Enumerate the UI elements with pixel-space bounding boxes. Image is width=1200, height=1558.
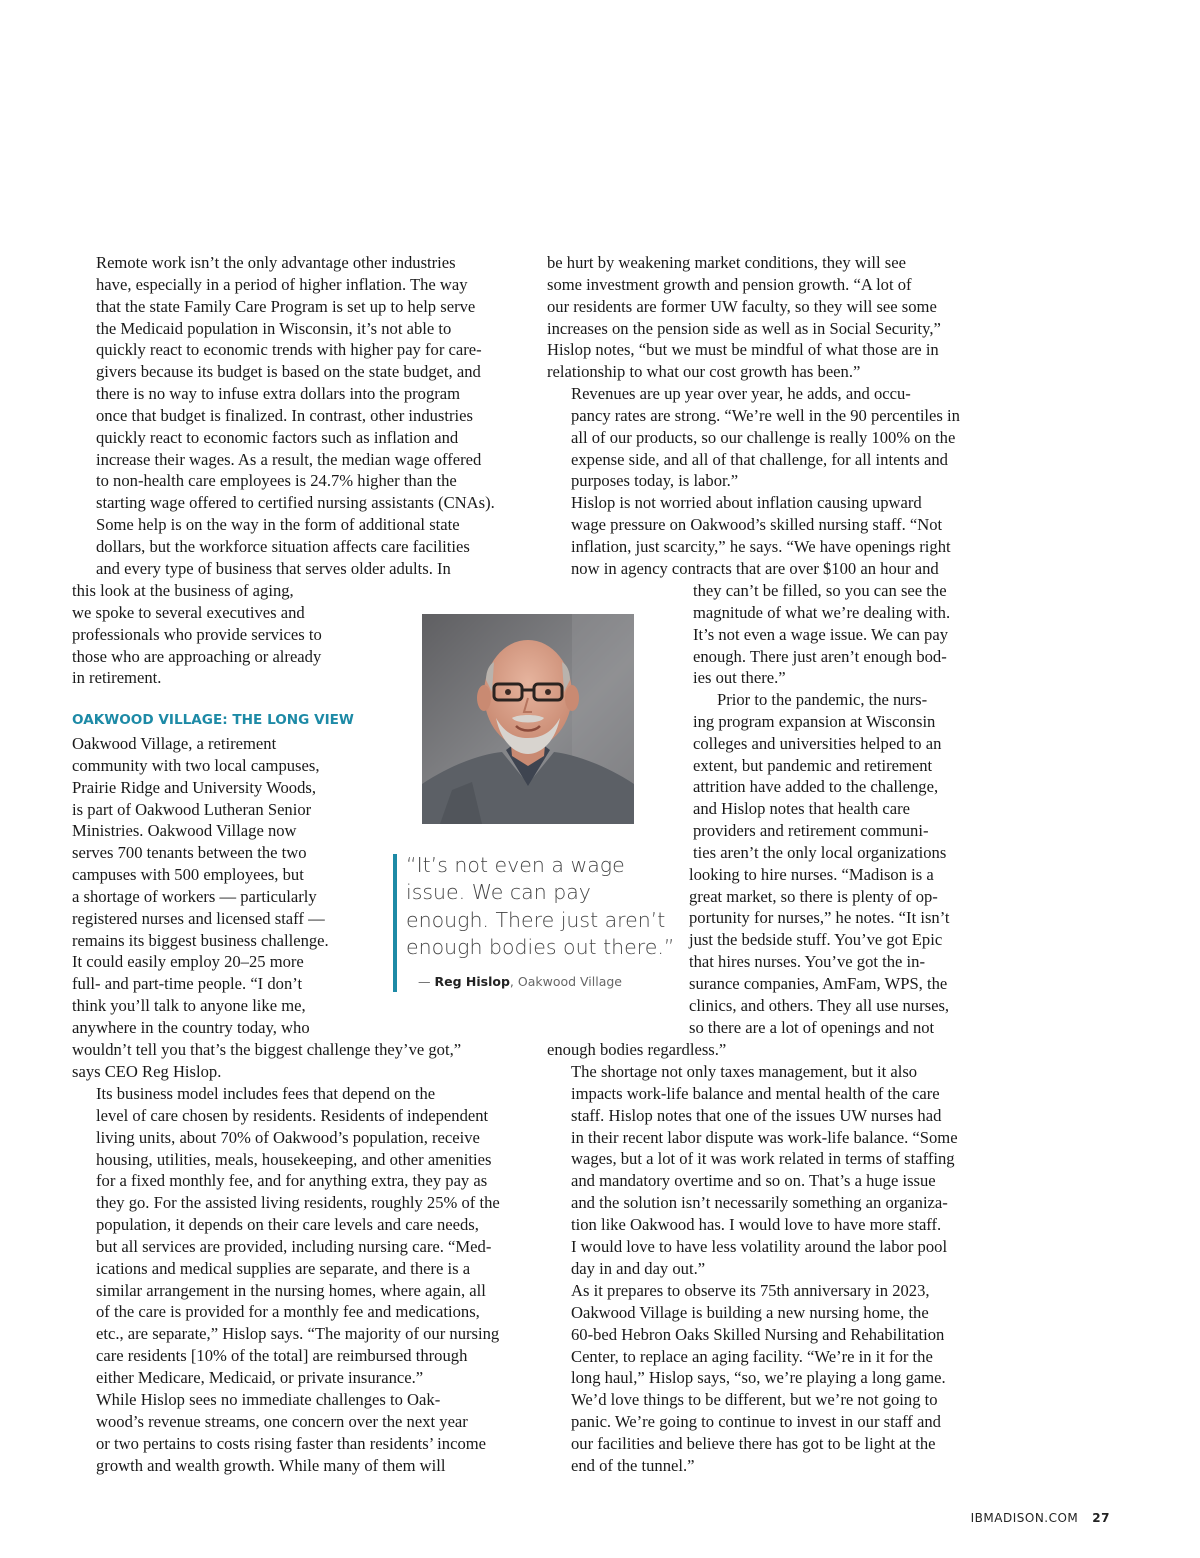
attribution-org: , Oakwood Village xyxy=(509,974,622,989)
text-line: attrition have added to the challenge, xyxy=(693,777,939,797)
text-line: staff. Hislop notes that one of the issues UW nurses had xyxy=(571,1105,942,1125)
section-heading: OAKWOOD VILLAGE: THE LONG VIEW xyxy=(72,712,354,728)
text-line: and Hislop notes that health care xyxy=(693,799,911,819)
text-line: quickly react to economic trends with higher pay for care- xyxy=(96,340,482,360)
text-line: Its business model includes fees that depend on the xyxy=(96,1084,436,1103)
text-line: While Hislop sees no immediate challenges to Oak- xyxy=(96,1390,441,1409)
text-line: and every type of business that serves older adults. In xyxy=(96,558,451,578)
text-line: tion like Oakwood has. I would love to have more staff. xyxy=(571,1214,942,1234)
text-line: enough. There just aren’t enough bod- xyxy=(693,646,947,666)
text-line: so there are a lot of openings and not xyxy=(689,1017,935,1037)
text-line: Oakwood Village is building a new nursing home, the xyxy=(571,1302,929,1322)
text-line: enough bodies regardless.” xyxy=(547,1040,727,1059)
text-line: have, especially in a period of higher inflation. The way xyxy=(96,274,468,294)
text-line: be hurt by weakening market conditions, they will see xyxy=(547,253,906,272)
left-paragraph-4 xyxy=(72,1083,512,1389)
text-line: enough bodies out there.” xyxy=(406,934,675,959)
text-line: enough. There just aren’t xyxy=(406,907,666,932)
text-line: Prior to the pandemic, the nurs- xyxy=(717,690,928,709)
text-line: magnitude of what we’re dealing with. xyxy=(693,602,951,622)
text-line: expense side, and all of that challenge, for all intents and xyxy=(571,449,948,469)
text-line: those who are approaching or already xyxy=(72,646,322,666)
text-line: day in and day out.” xyxy=(571,1258,706,1278)
text-line: full- and part-time people. “I don’t xyxy=(72,974,303,994)
text-line: wages, but a lot of it was work related in terms of staffing xyxy=(571,1149,955,1169)
text-line: ies out there.” xyxy=(693,668,786,688)
text-line: some investment growth and pension growth. “A lot of xyxy=(547,274,912,294)
text-line: just the bedside stuff. You’ve got Epic xyxy=(689,930,943,950)
attribution-name: Reg Hislop xyxy=(434,974,510,989)
text-line: we spoke to several executives and xyxy=(72,602,305,622)
text-line: Prairie Ridge and University Woods, xyxy=(72,777,317,797)
text-line: all of our products, so our challenge is really 100% on the xyxy=(571,427,956,447)
text-line: relationship to what our cost growth has been.” xyxy=(547,362,861,382)
text-line: purposes today, is labor.” xyxy=(571,471,739,491)
text-line: there is no way to infuse extra dollars into the program xyxy=(96,384,461,404)
text-line: registered nurses and licensed staff — xyxy=(72,908,325,928)
text-line: but all services are provided, including nursing care. “Med- xyxy=(96,1236,492,1256)
text-line: think you’ll talk to anyone like me, xyxy=(72,996,306,1016)
text-line: It’s not even a wage issue. We can pay xyxy=(693,624,949,644)
portrait-photo-icon xyxy=(422,614,634,824)
text-line: portunity for nurses,” he notes. “It isn’t xyxy=(689,908,950,928)
text-line: inflation, just scarcity,” he says. “We have openings right xyxy=(571,536,951,556)
text-line: they can’t be filled, so you can see the xyxy=(693,581,947,600)
text-line: surance companies, AmFam, WPS, the xyxy=(689,973,948,993)
text-line: issue. We can pay xyxy=(406,880,591,905)
text-line: starting wage offered to certified nursing assistants (CNAs). xyxy=(96,493,495,513)
text-line: community with two local campuses, xyxy=(72,755,320,775)
left-paragraph-5 xyxy=(72,1389,512,1476)
text-line: Center, to replace an aging facility. “We’re in it for the xyxy=(571,1346,933,1366)
right-paragraph-2 xyxy=(547,383,987,492)
text-line: ications and medical supplies are separate, and there is a xyxy=(96,1258,471,1278)
page-footer xyxy=(971,1511,1110,1525)
left-paragraph-2-narrow xyxy=(72,580,362,689)
left-paragraph-3-narrow xyxy=(72,733,362,1039)
pull-quote-attribution xyxy=(418,974,622,989)
site-name: IBMADISON.COM xyxy=(970,1511,1079,1525)
text-line: clinics, and others. They all use nurses, xyxy=(689,995,950,1015)
text-line: that the state Family Care Program is set up to help serve xyxy=(96,296,476,316)
text-line: similar arrangement in the nursing homes, where again, all xyxy=(96,1280,486,1300)
text-line: givers because its budget is based on the state budget, and xyxy=(96,362,481,382)
text-line: end of the tunnel.” xyxy=(571,1455,695,1475)
text-line: panic. We’re going to continue to invest in our staff and xyxy=(571,1412,941,1432)
text-line: level of care chosen by residents. Residents of independent xyxy=(96,1105,489,1125)
text-line: in their recent labor dispute was work-life balance. “Some xyxy=(571,1127,958,1147)
text-line: looking to hire nurses. “Madison is a xyxy=(689,864,934,884)
text-line: wouldn’t tell you that’s the biggest challenge they’ve got,” xyxy=(72,1040,462,1059)
text-line: living units, about 70% of Oakwood’s population, receive xyxy=(96,1127,480,1147)
right-paragraph-5 xyxy=(547,1061,987,1279)
attribution-dash: — xyxy=(418,974,435,989)
page-number: 27 xyxy=(1092,1511,1110,1525)
text-line: As it prepares to observe its 75th anniversary in 2023, xyxy=(571,1281,930,1300)
left-paragraph-1 xyxy=(72,252,512,514)
text-line: remains its biggest business challenge. xyxy=(72,930,329,950)
text-line: to non-health care employees is 24.7% higher than the xyxy=(96,471,457,491)
text-line: I would love to have less volatility around the labor pool xyxy=(571,1236,948,1256)
text-line: professionals who provide services to xyxy=(72,624,322,644)
text-line: our facilities and believe there has got to be light at the xyxy=(571,1433,936,1453)
text-line: care residents [10% of the total] are reimbursed through xyxy=(96,1346,468,1366)
left-paragraph-3-wide xyxy=(72,1039,512,1083)
text-line: for a fixed monthly fee, and for anything extra, they pay as xyxy=(96,1171,488,1191)
text-line: long haul,” Hislop says, “so, we’re playing a long game. xyxy=(571,1368,946,1388)
left-paragraph-2-wide xyxy=(72,514,512,580)
text-line: providers and retirement communi- xyxy=(693,821,929,841)
text-line: population, it depends on their care levels and care needs, xyxy=(96,1215,479,1235)
text-line: and mandatory overtime and so on. That’s a huge issue xyxy=(571,1171,936,1191)
text-line: “It’s not even a wage xyxy=(406,853,625,877)
text-line: wage pressure on Oakwood’s skilled nursing staff. “Not xyxy=(571,514,943,534)
text-line: 60-bed Hebron Oaks Skilled Nursing and Rehabilitation xyxy=(571,1324,945,1344)
text-line: great market, so there is plenty of op- xyxy=(689,886,938,906)
text-line: and the solution isn’t necessarily something an organiza- xyxy=(571,1193,948,1213)
text-line: in retirement. xyxy=(72,668,162,688)
text-line: extent, but pandemic and retirement xyxy=(693,755,933,775)
text-line: ties aren’t the only local organizations xyxy=(693,842,947,862)
text-line: they go. For the assisted living residents, roughly 25% of the xyxy=(96,1193,500,1213)
text-line: is part of Oakwood Lutheran Senior xyxy=(72,799,312,819)
text-line: Revenues are up year over year, he adds, and occu- xyxy=(571,384,911,403)
text-line: increases on the pension side as well as in Social Security,” xyxy=(547,318,941,338)
text-line: Hislop is not worried about inflation causing upward xyxy=(571,493,922,512)
text-line: or two pertains to costs rising faster than residents’ income xyxy=(96,1433,487,1453)
text-line: anywhere in the country today, who xyxy=(72,1017,310,1037)
text-line: quickly react to economic factors such as inflation and xyxy=(96,427,459,447)
right-paragraph-4-wide xyxy=(547,1039,987,1061)
text-line: housing, utilities, meals, housekeeping, and other amenities xyxy=(96,1149,492,1169)
text-line: Remote work isn’t the only advantage other industries xyxy=(96,253,456,272)
text-line: growth and wealth growth. While many of them will xyxy=(96,1455,446,1475)
right-paragraph-4-narrow xyxy=(689,689,993,1039)
text-line: of the care is provided for a monthly fee and medications, xyxy=(96,1302,480,1322)
text-line: It could easily employ 20–25 more xyxy=(72,952,304,972)
text-line: Hislop notes, “but we must be mindful of what those are in xyxy=(547,340,939,360)
text-line: once that budget is finalized. In contrast, other industries xyxy=(96,405,473,425)
text-line: the Medicaid population in Wisconsin, it’s not able to xyxy=(96,318,452,338)
pull-quote xyxy=(406,852,674,961)
text-line: now in agency contracts that are over $100 an hour and xyxy=(571,558,939,578)
text-line: wood’s revenue streams, one concern over the next year xyxy=(96,1411,468,1431)
text-line: impacts work-life balance and mental health of the care xyxy=(571,1083,940,1103)
text-line: says CEO Reg Hislop. xyxy=(72,1061,222,1081)
text-line: Ministries. Oakwood Village now xyxy=(72,821,297,841)
text-line: pancy rates are strong. “We’re well in the 90 percentiles in xyxy=(571,405,960,425)
text-line: The shortage not only taxes management, but it also xyxy=(571,1062,918,1081)
text-line: etc., are separate,” Hislop says. “The majority of our nursing xyxy=(96,1324,500,1344)
right-paragraph-3-narrow xyxy=(693,580,993,689)
text-line: campuses with 500 employees, but xyxy=(72,865,304,885)
portrait-photo xyxy=(422,614,634,824)
text-line: dollars, but the workforce situation affects care facilities xyxy=(96,536,470,556)
text-line: Oakwood Village, a retirement xyxy=(72,734,277,753)
text-line: either Medicare, Medicaid, or private insurance.” xyxy=(96,1367,424,1387)
pull-quote-bar xyxy=(393,854,397,992)
text-line: colleges and universities helped to an xyxy=(693,733,942,753)
text-line: We’d love things to be different, but we’re not going to xyxy=(571,1390,938,1410)
text-line: ing program expansion at Wisconsin xyxy=(693,711,936,731)
text-line: Some help is on the way in the form of additional state xyxy=(96,515,460,534)
right-paragraph-3-wide xyxy=(547,492,987,579)
text-line: serves 700 tenants between the two xyxy=(72,843,307,863)
text-line: our residents are former UW faculty, so they will see some xyxy=(547,296,937,316)
text-line: a shortage of workers — particularly xyxy=(72,886,317,906)
text-line: increase their wages. As a result, the median wage offered xyxy=(96,449,482,469)
text-line: that hires nurses. You’ve got the in- xyxy=(689,952,925,972)
right-paragraph-1 xyxy=(547,252,987,383)
text-line: this look at the business of aging, xyxy=(72,581,294,600)
right-paragraph-6 xyxy=(547,1280,987,1477)
